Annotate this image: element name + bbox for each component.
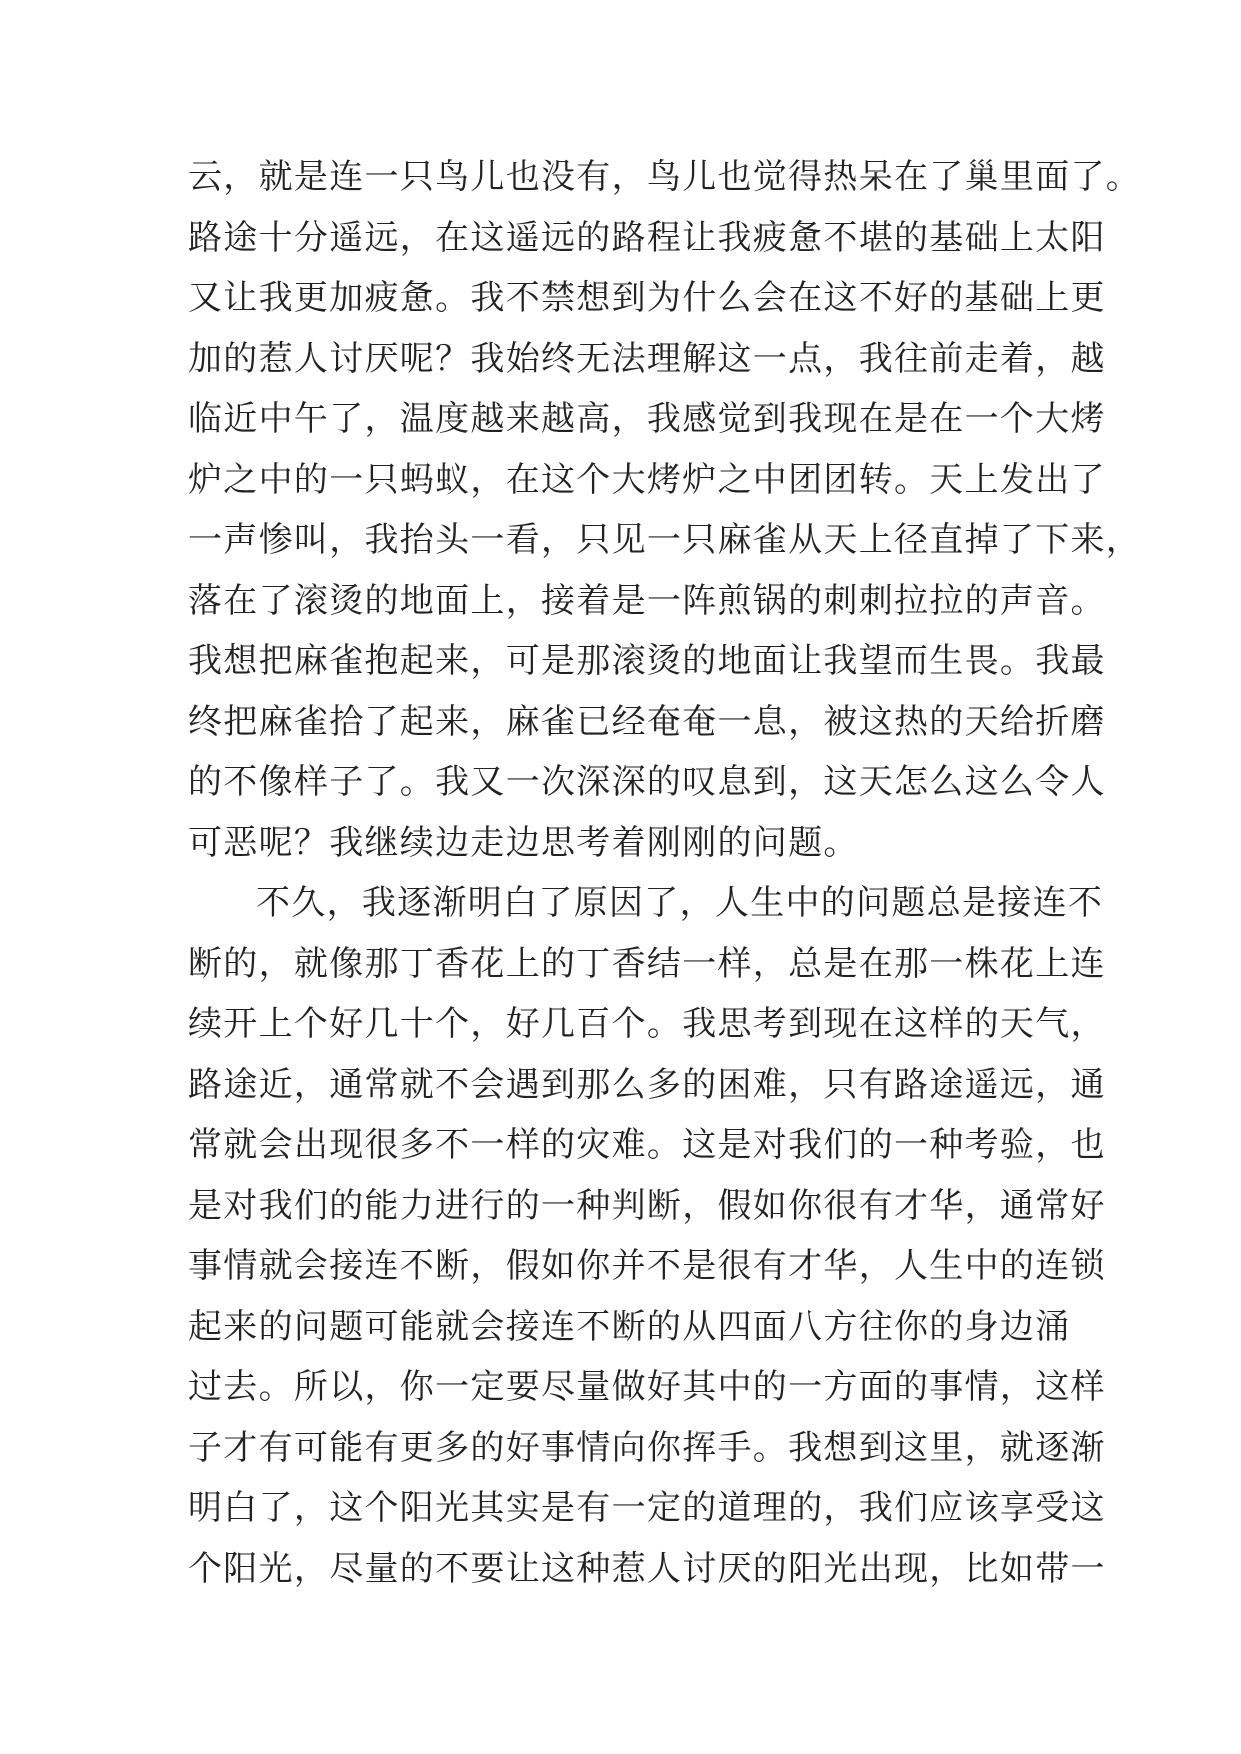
text-line: 子才有可能有更多的好事情向你挥手。我想到这里，就逐渐 <box>188 1427 1106 1468</box>
text-line: 终把麻雀拾了起来，麻雀已经奄奄一息，被这热的天给折磨 <box>188 701 1106 742</box>
text-line: 又让我更加疲惫。我不禁想到为什么会在这不好的基础上更 <box>188 278 1106 318</box>
text-line: 续开上个好几十个，好几百个。我思考到现在这样的天气， <box>188 1004 1106 1044</box>
text-line: 起来的问题可能就会接连不断的从四面八方往你的身边涌 <box>188 1306 1071 1347</box>
text-line: 事情就会接连不断，假如你并不是很有才华，人生中的连锁 <box>188 1246 1106 1286</box>
paragraph-start-line: 不久，我逐渐明白了原因了，人生中的问题总是接连不 <box>256 883 1104 923</box>
text-line: 断的，就像那丁香花上的丁香结一样，总是在那一株花上连 <box>188 943 1106 984</box>
text-line: 可恶呢？我继续边走边思考着刚刚的问题。 <box>188 822 859 863</box>
text-line: 炉之中的一只蚂蚁，在这个大烤炉之中团团转。天上发出了 <box>188 459 1106 500</box>
body-text <box>188 147 1142 1599</box>
text-line: 是对我们的能力进行的一种判断，假如你很有才华，通常好 <box>188 1185 1106 1226</box>
text-line: 个阳光，尽量的不要让这种惹人讨厌的阳光出现，比如带一 <box>188 1548 1106 1589</box>
text-line: 我想把麻雀抱起来，可是那滚烫的地面让我望而生畏。我最 <box>188 641 1106 681</box>
text-line: 明白了，这个阳光其实是有一定的道理的，我们应该享受这 <box>188 1488 1106 1528</box>
text-line: 临近中午了，温度越来越高，我感觉到我现在是在一个大烤 <box>188 399 1106 439</box>
text-line: 云，就是连一只鸟儿也没有，鸟儿也觉得热呆在了巢里面了。 <box>188 157 1142 197</box>
text-line: 加的惹人讨厌呢？我始终无法理解这一点，我往前走着，越 <box>188 338 1106 379</box>
text-line: 落在了滚烫的地面上，接着是一阵煎锅的刺刺拉拉的声音。 <box>188 580 1106 621</box>
text-line: 一声惨叫，我抬头一看，只见一只麻雀从天上径直掉了下来， <box>188 520 1142 560</box>
text-line: 常就会出现很多不一样的灾难。这是对我们的一种考验，也 <box>188 1125 1106 1165</box>
text-line: 的不像样子了。我又一次深深的叹息到，这天怎么这么令人 <box>188 762 1106 802</box>
text-line: 路途十分遥远，在这遥远的路程让我疲惫不堪的基础上太阳 <box>188 217 1106 258</box>
text-line: 路途近，通常就不会遇到那么多的困难，只有路途遥远，通 <box>188 1064 1106 1105</box>
text-line: 过去。所以，你一定要尽量做好其中的一方面的事情，这样 <box>188 1367 1106 1407</box>
